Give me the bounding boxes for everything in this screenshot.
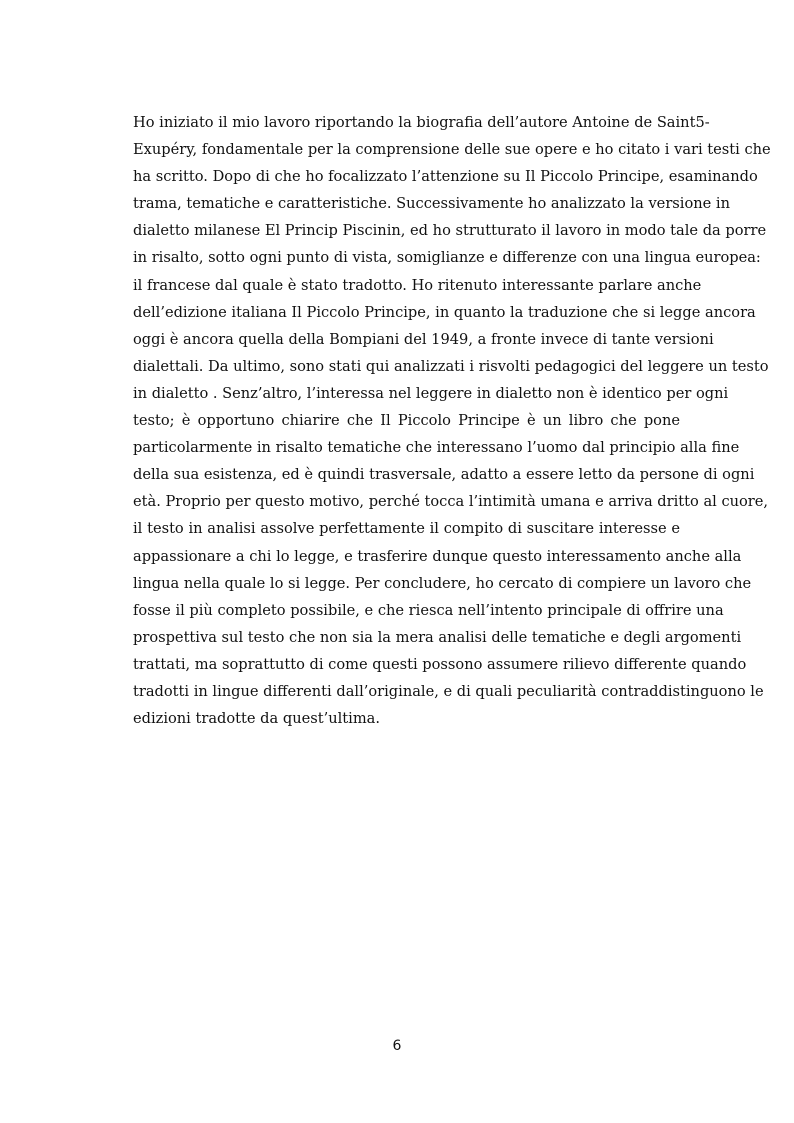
page-number: 6 xyxy=(392,1038,402,1054)
paragraph-line: oggi è ancora quella della Bompiani del 1949, a fronte invece di tante versioni xyxy=(133,330,714,348)
paragraph-line: della sua esistenza, ed è quindi trasversale, adatto a essere letto da persone di ogni xyxy=(133,466,755,484)
paragraph-line: Ho iniziato il mio lavoro riportando la biografia dell’autore Antoine de Saint5- xyxy=(133,114,710,131)
paragraph-line: il francese dal quale è stato tradotto. Ho ritenuto interessante parlare anche xyxy=(133,276,702,294)
body-paragraph xyxy=(133,109,771,732)
paragraph-line: trama, tematiche e caratteristiche. Successivamente ho analizzato la versione in xyxy=(133,195,730,213)
paragraph-line: ha scritto. Dopo di che ho focalizzato l’attenzione su Il Piccolo Principe, esaminando xyxy=(133,168,758,186)
paragraph-line: testo; è opportuno chiarire che Il Piccolo Principe è un libro che pone xyxy=(133,412,680,430)
paragraph-line: il testo in analisi assolve perfettamente il compito di suscitare interesse e xyxy=(133,520,680,538)
paragraph-line: trattati, ma soprattutto di come questi possono assumere rilievo differente quando xyxy=(133,655,747,673)
paragraph-line: lingua nella quale lo si legge. Per concludere, ho cercato di compiere un lavoro che xyxy=(133,574,752,592)
paragraph-line: dell’edizione italiana Il Piccolo Principe, in quanto la traduzione che si legge ancora xyxy=(133,303,756,321)
paragraph-line: in risalto, sotto ogni punto di vista, somiglianze e differenze con una lingua europea: xyxy=(133,249,761,267)
paragraph-line: appassionare a chi lo legge, e trasferire dunque questo interessamento anche alla xyxy=(133,547,742,565)
paragraph-line: dialetto milanese El Princip Piscinin, ed ho strutturato il lavoro in modo tale da porre xyxy=(133,222,767,240)
paragraph-line: Exupéry, fondamentale per la comprensione delle sue opere e ho citato i vari testi che xyxy=(133,141,771,159)
paragraph-line: prospettiva sul testo che non sia la mera analisi delle tematiche e degli argomenti xyxy=(133,628,742,646)
paragraph-line: età. Proprio per questo motivo, perché tocca l’intimità umana e arriva dritto al cuore, xyxy=(133,493,769,511)
paragraph-line: dialettali. Da ultimo, sono stati qui analizzati i risvolti pedagogici del leggere un testo xyxy=(133,357,769,375)
paragraph-line: particolarmente in risalto tematiche che interessano l’uomo dal principio alla fine xyxy=(133,439,740,457)
paragraph-line: fosse il più completo possibile, e che riesca nell’intento principale di offrire una xyxy=(133,601,724,619)
paragraph-line: edizioni tradotte da quest’ultima. xyxy=(133,710,380,728)
paragraph-line: in dialetto . Senz’altro, l’interessa nel leggere in dialetto non è identico per ogni xyxy=(133,384,729,402)
paragraph-line: tradotti in lingue differenti dall’originale, e di quali peculiarità contraddistinguono le xyxy=(133,682,764,700)
